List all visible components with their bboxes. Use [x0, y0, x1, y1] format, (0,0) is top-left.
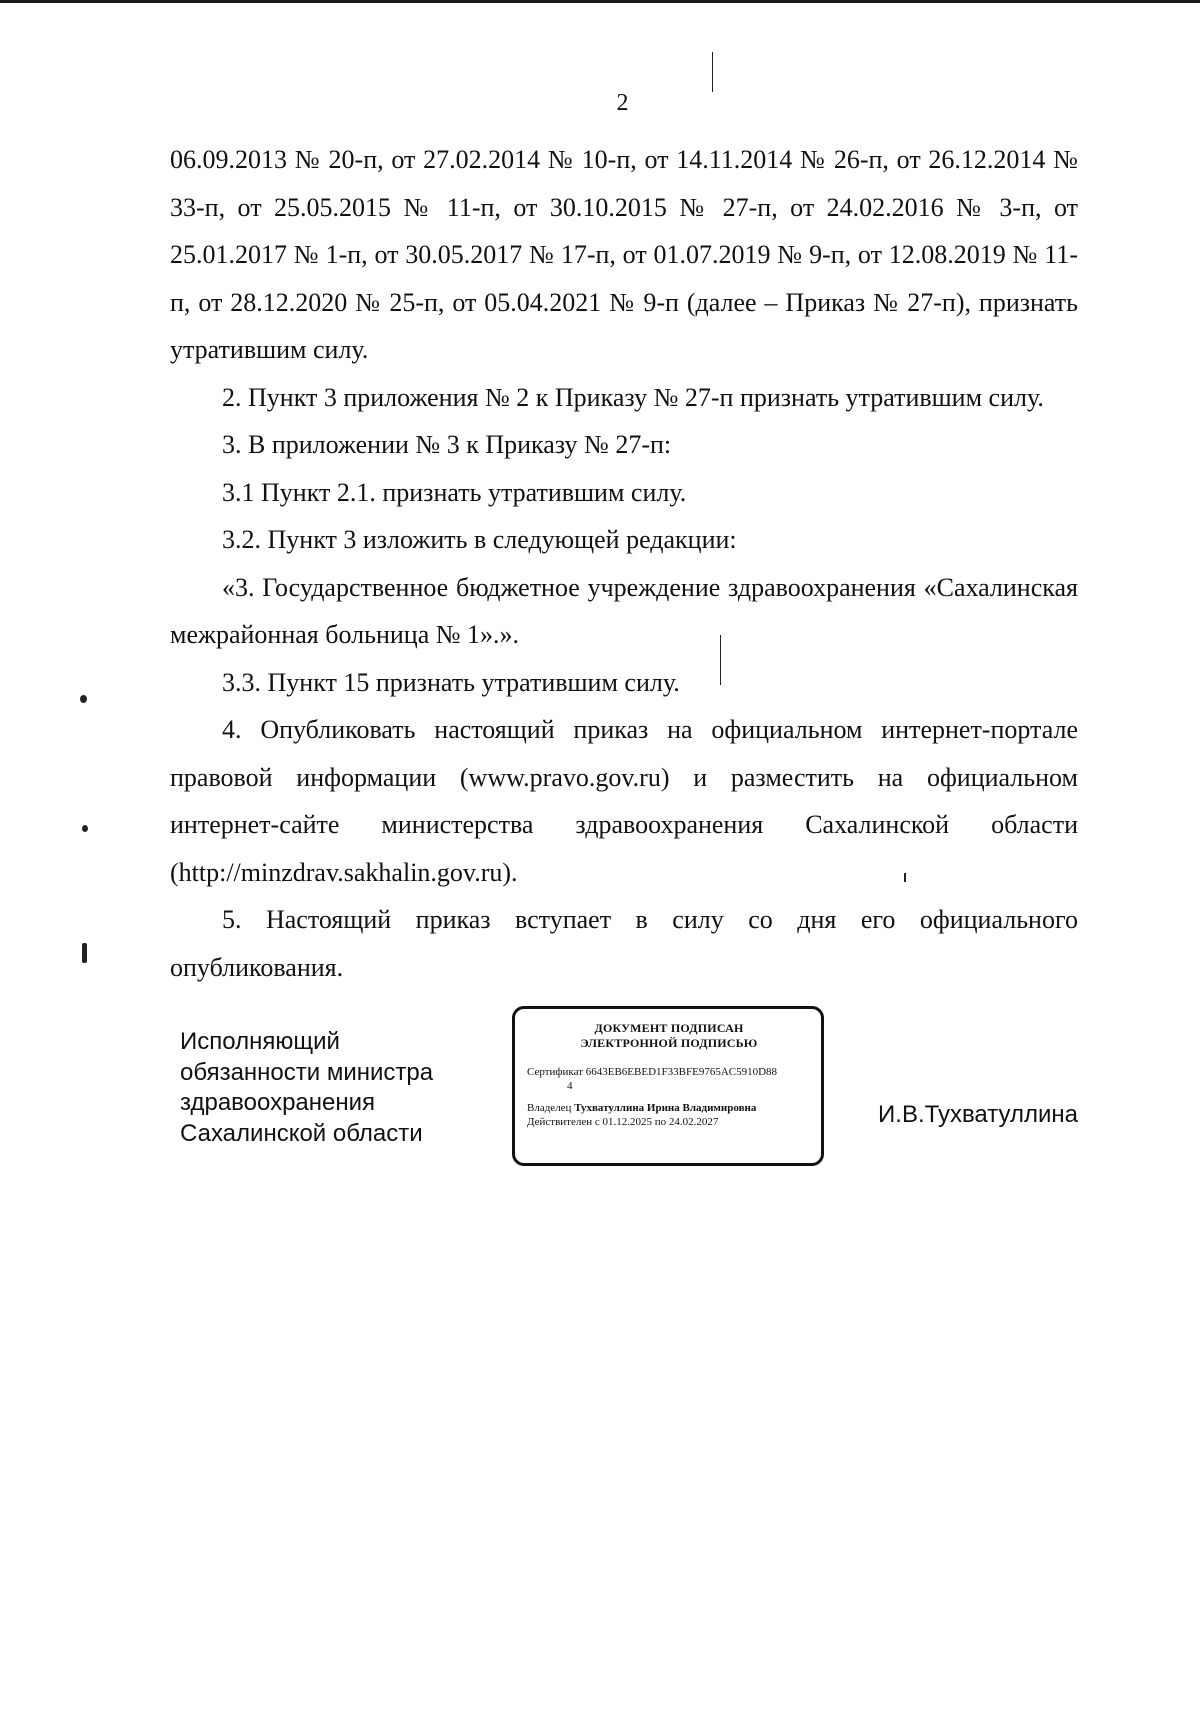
- scan-speck: [80, 695, 87, 703]
- signatory-name: И.В.Тухватуллина: [878, 1101, 1078, 1128]
- scan-speck: [82, 943, 87, 963]
- stamp-certificate: [527, 1065, 811, 1079]
- stamp-owner-value: Тухватуллина Ирина Владимировна: [574, 1102, 757, 1114]
- paragraph-item-4: 4. Опубликовать настоящий приказ на официальном интернет-портале правовой информации (www.pravo.gov.ru) и разместить на официальном интернет-сайте министерства здравоохранения Сахалинской области (http://minzdrav.sakhalin.gov.ru).: [170, 715, 1078, 887]
- order-body: [170, 136, 1078, 991]
- stamp-owner-label: Владелец: [527, 1102, 572, 1114]
- paragraph-item-3: 3. В приложении № 3 к Приказу № 27-п:: [222, 430, 672, 459]
- paragraph-new-wording: «3. Государственное бюджетное учреждение здравоохранения «Сахалинская межрайонная больница № 1».».: [170, 572, 1078, 649]
- paragraph-item-2: 2. Пункт 3 приложения № 2 к Приказу № 27-п признать утратившим силу.: [222, 382, 1044, 412]
- stamp-owner: [527, 1101, 811, 1115]
- paragraph-item-3-1: 3.1 Пункт 2.1. признать утратившим силу.: [222, 477, 687, 507]
- paragraph-item-3-3: 3.3. Пункт 15 признать утратившим силу.: [222, 667, 680, 697]
- stamp-certificate-value: 6643EB6EBED1F33BFE9765AC5910D88: [585, 1066, 778, 1078]
- signatory-position-line: Исполняющий: [180, 1028, 340, 1055]
- stamp-certificate-label: Сертификат: [527, 1066, 583, 1078]
- stamp-title-line1: ДОКУМЕНТ ПОДПИСАН: [594, 1021, 744, 1035]
- scan-speck: [904, 873, 906, 882]
- page-number: 2: [616, 90, 629, 116]
- paragraph-item-5: 5. Настоящий приказ вступает в силу со дня его официального опубликования.: [170, 905, 1078, 982]
- stamp-title-line2: ЭЛЕКТРОННОЙ ПОДПИСЬЮ: [580, 1036, 758, 1050]
- stamp-validity: Действителен с 01.12.2025 по 24.02.2027: [527, 1116, 719, 1128]
- paragraph-repealed-orders: 06.09.2013 № 20-п, от 27.02.2014 № 10-п, от 14.11.2014 № 26-п, от 26.12.2014 № 33-п, от 25.05.2015 № 11-п, от 30.10.2015 № 27-п, от 24.02.2016 № 3-п, от 25.01.2017 № 1-п, от 30.05.2017 № 17-п, от 01.07.2019 № 9-п, от 12.08.2019 № 11-п, от 28.12.2020 № 25-п, от 05.04.2021 № 9-п (далее – Приказ № 27-п), признать утратившим силу.: [170, 145, 1078, 364]
- scan-speck: [712, 52, 713, 92]
- paragraph-item-3-2: 3.2. Пункт 3 изложить в следующей редакции:: [222, 525, 737, 554]
- stamp-certificate-tail: 4: [567, 1080, 573, 1092]
- signatory-position-line: Сахалинской области: [180, 1119, 423, 1147]
- top-border-line: [0, 0, 1200, 3]
- signatory-position: [180, 1027, 433, 1149]
- signatory-position-line: обязанности министра: [180, 1058, 434, 1086]
- scan-speck: [82, 825, 88, 832]
- scan-speck: [720, 635, 721, 685]
- signatory-position-line: здравоохранения: [180, 1089, 376, 1116]
- electronic-signature-stamp: [512, 1006, 824, 1166]
